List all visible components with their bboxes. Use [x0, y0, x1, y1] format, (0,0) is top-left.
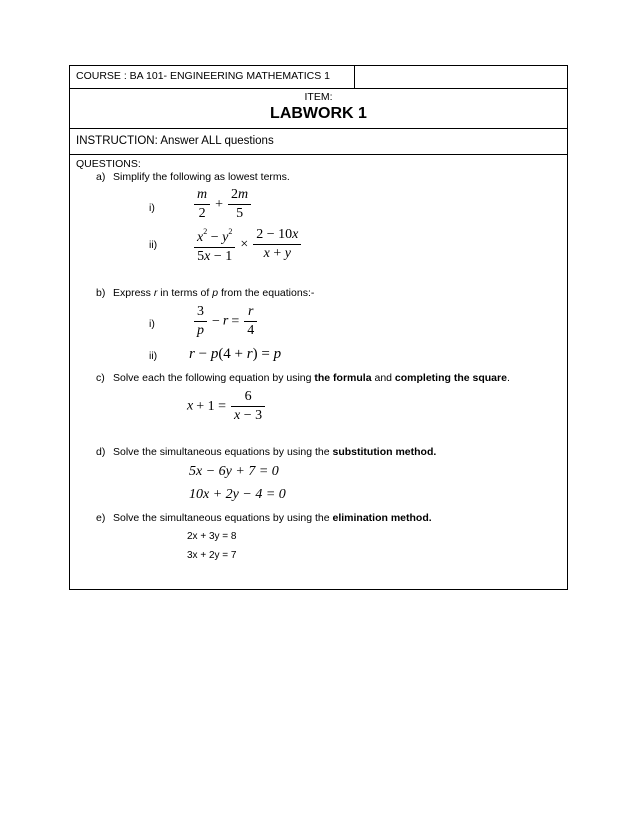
question-c-text: Solve each the following equation by using the formula and completing the square.	[113, 372, 510, 384]
item-label: ITEM:	[304, 91, 333, 103]
question-a-i-label: i)	[149, 202, 155, 214]
question-c-label: c)	[96, 372, 105, 384]
question-d-equation-1: 5x − 6y + 7 = 0	[189, 464, 279, 479]
question-a-ii-expression: $\frac{x^2 - y^2}{5x - 1}$ × $\frac{2 - 10x}{x + y}$	[192, 224, 303, 265]
question-c-expression: x + 1 = $\frac{6}{x - 3}$	[187, 389, 267, 424]
labwork-sheet	[69, 65, 568, 590]
item-row	[70, 89, 567, 129]
question-b-i-expression: $\frac{3}{p}$ − r = $\frac{r}{4}$	[192, 304, 259, 339]
question-e-label: e)	[96, 512, 106, 524]
question-a-text: Simplify the following as lowest terms.	[113, 171, 290, 183]
instruction-row	[70, 129, 567, 155]
question-a-ii-label: ii)	[149, 239, 158, 251]
question-b-i-label: i)	[149, 318, 155, 330]
course-title: COURSE : BA 101- ENGINEERING MATHEMATICS 1	[76, 70, 330, 82]
question-b-text: Express r in terms of p from the equations:-	[113, 287, 315, 299]
header-row	[70, 66, 567, 89]
question-e-text: Solve the simultaneous equations by using the elimination method.	[113, 512, 432, 524]
question-a-i-expression: $\frac{m}{2}$ + $\frac{2m}{5}$	[192, 187, 253, 222]
question-d-equation-2: 10x + 2y − 4 = 0	[189, 487, 286, 502]
question-b-ii-expression: r − p(4 + r) = p	[189, 346, 282, 362]
question-e-equation-2: 3x + 2y = 7	[187, 550, 237, 561]
question-d-text: Solve the simultaneous equations by using the substitution method.	[113, 446, 437, 458]
instruction-text: INSTRUCTION: Answer ALL questions	[76, 135, 274, 147]
question-b-ii-label: ii)	[149, 350, 158, 362]
question-e-equation-1: 2x + 3y = 8	[187, 531, 237, 542]
header-divider	[354, 66, 355, 89]
question-d-label: d)	[96, 446, 106, 458]
page-title: LABWORK 1	[270, 105, 367, 122]
question-b-label: b)	[96, 287, 106, 299]
question-a-label: a)	[96, 171, 106, 183]
questions-label: QUESTIONS:	[76, 158, 141, 170]
